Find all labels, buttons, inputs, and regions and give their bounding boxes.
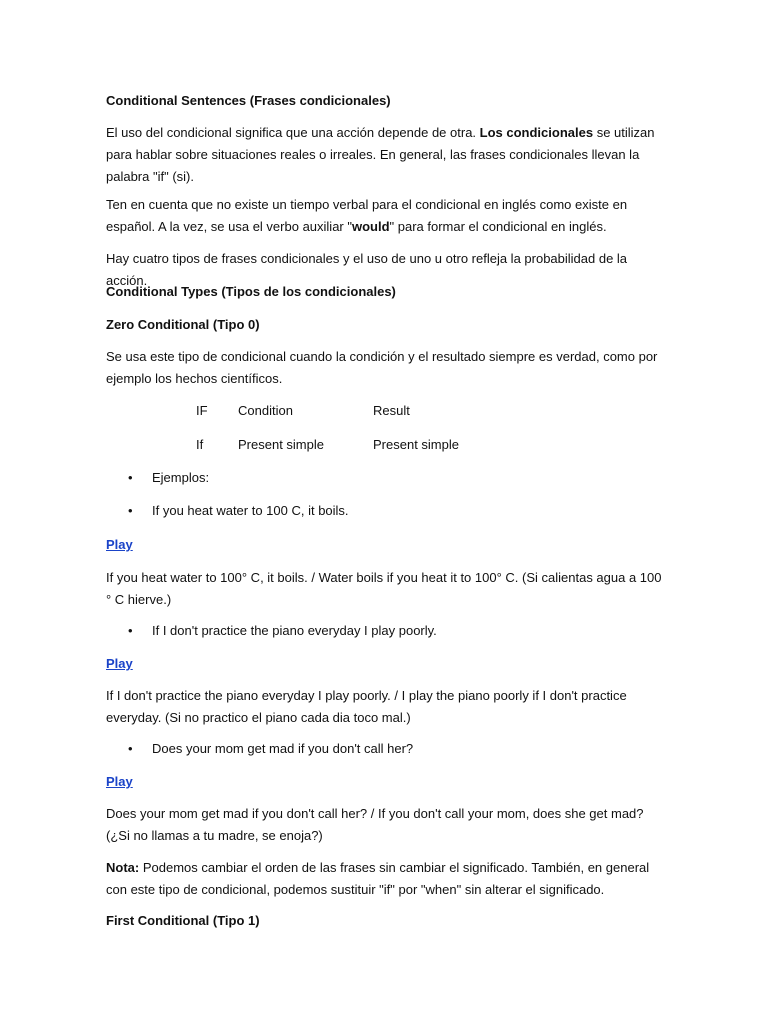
types-intro-paragraph: Hay cuatro tipos de frases condicionales y el uso de uno u otro refleja la probabilidad de la acción.	[106, 251, 628, 288]
table-header-condition: Condition	[238, 403, 293, 418]
aux-bold-would: would	[351, 219, 390, 234]
intro-text-2: se utilizan para hablar sobre situaciones reales o irreales. En general, las frases condicionales llevan la palabra "if" (si).	[106, 125, 655, 184]
bullet-icon: •	[128, 503, 133, 518]
auxiliary-paragraph	[106, 194, 666, 238]
table-cell-if: If	[196, 437, 204, 452]
page-title: Conditional Sentences (Frases condicionales)	[106, 93, 391, 108]
aux-text-1: Ten en cuenta que no existe un tiempo verbal para el condicional en inglés como existe en español. A la vez, se usa el verbo auxiliar "	[106, 197, 628, 234]
bullet-icon: •	[128, 741, 133, 756]
play-link-2-container	[106, 653, 666, 675]
bullet-label: If you heat water to 100 C, it boils.	[152, 503, 349, 518]
note-label: Nota:	[106, 860, 140, 875]
table-cell-condition: Present simple	[238, 437, 324, 452]
note-text: Podemos cambiar el orden de las frases sin cambiar el significado. También, en general con este tipo de condicional, podemos sustituir "if" por "when" sin alterar el significado.	[106, 860, 650, 897]
types-heading: Conditional Types (Tipos de los condicionales)	[106, 284, 396, 299]
example-3-paragraph: Does your mom get mad if you don't call her? / If you don't call your mom, does she get mad? (¿Si no llamas a tu madre, se enoja?)	[106, 806, 644, 843]
example-1-paragraph: If you heat water to 100° C, it boils. / Water boils if you heat it to 100° C. (Si calientas agua a 100 ° C hierve.)	[106, 570, 662, 607]
table-cell-result: Present simple	[373, 437, 459, 452]
bullet-label: Ejemplos:	[152, 470, 210, 485]
bullet-label: If I don't practice the piano everyday I play poorly.	[152, 623, 437, 638]
play-link-1[interactable]: Play	[106, 537, 133, 552]
intro-text-1: El uso del condicional significa que una acción depende de otra.	[106, 125, 480, 140]
bullet-label: Does your mom get mad if you don't call her?	[152, 741, 414, 756]
note-paragraph	[106, 857, 666, 901]
play-link-2[interactable]: Play	[106, 656, 133, 671]
first-conditional-heading: First Conditional (Tipo 1)	[106, 913, 260, 928]
bullet-icon: •	[128, 470, 133, 485]
table-header-if: IF	[196, 403, 208, 418]
example-2-paragraph: If I don't practice the piano everyday I play poorly. / I play the piano poorly if I don't practice everyday. (Si no practico el piano cada dia toco mal.)	[106, 688, 627, 725]
intro-bold-term: Los condicionales	[479, 125, 594, 140]
play-link-3-container	[106, 771, 666, 793]
bullet-icon: •	[128, 623, 133, 638]
play-link-3[interactable]: Play	[106, 774, 133, 789]
play-link-1-container	[106, 534, 666, 556]
zero-conditional-description: Se usa este tipo de condicional cuando la condición y el resultado siempre es verdad, como por ejemplo los hechos científicos.	[106, 349, 658, 386]
table-header-result: Result	[373, 403, 410, 418]
aux-text-2: " para formar el condicional en inglés.	[389, 219, 607, 234]
intro-paragraph	[106, 122, 666, 188]
zero-conditional-heading: Zero Conditional (Tipo 0)	[106, 317, 260, 332]
